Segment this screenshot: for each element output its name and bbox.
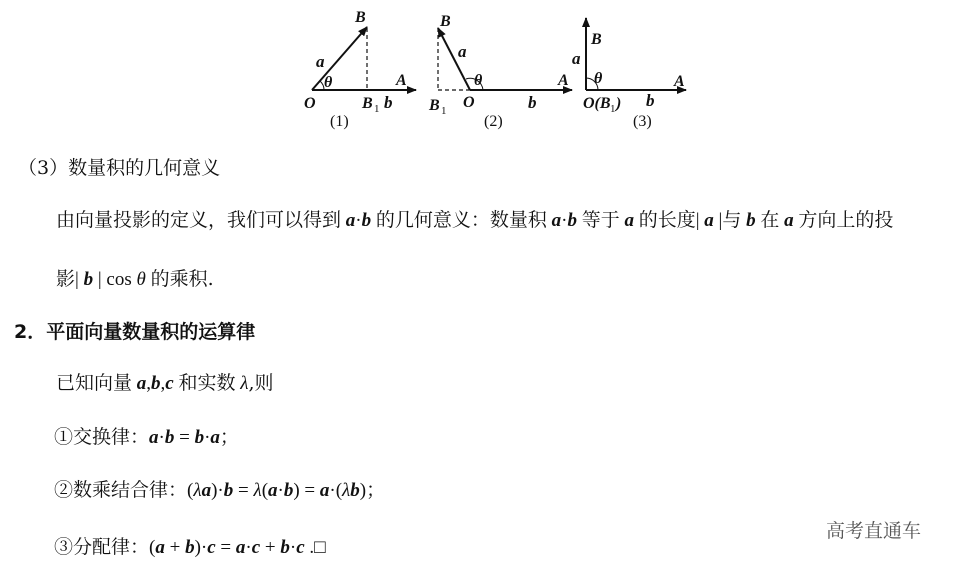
law-commutative: ①交换律：a·b = b·a； bbox=[54, 426, 239, 448]
fig1-a: a bbox=[316, 52, 325, 71]
fig2-B1-sub: 1 bbox=[441, 105, 447, 117]
figure-3 bbox=[572, 18, 686, 130]
fig1-B: B bbox=[355, 9, 366, 26]
fig3-caption: (3) bbox=[633, 113, 652, 130]
section3-heading: （3）数量积的几何意义 bbox=[18, 157, 221, 179]
figure-2 bbox=[428, 13, 572, 130]
fig1-caption: (1) bbox=[330, 113, 349, 130]
fig2-caption: (2) bbox=[484, 113, 503, 130]
section2-heading: 2．平面向量数量积的运算律 bbox=[14, 321, 256, 343]
fig2-a: a bbox=[458, 42, 467, 61]
fig2-B: B bbox=[440, 13, 451, 30]
fig2-B1: B bbox=[429, 97, 440, 114]
fig2-b: b bbox=[528, 93, 537, 112]
fig1-b: b bbox=[384, 93, 393, 112]
vector-figures bbox=[290, 0, 700, 135]
law-distributive: ③分配律：(a + b)·c = a·c + b·c .□ bbox=[54, 536, 326, 558]
geometric-meaning-line2: 影| b | cos θ 的乘积. bbox=[56, 268, 214, 290]
fig3-O: O(B bbox=[583, 95, 611, 112]
watermark-text: 高考直通车 bbox=[826, 520, 922, 542]
laws-intro: 已知向量 a,b,c 和实数 λ,则 bbox=[56, 372, 274, 394]
fig2-theta: θ bbox=[474, 72, 483, 89]
fig1-A: A bbox=[396, 72, 407, 89]
geometric-meaning-line1: 由向量投影的定义，我们可以得到 a·b 的几何意义：数量积 a·b 等于 a 的长度| a |与 b 在 a 方向上的投 bbox=[56, 209, 894, 231]
law-scalar-associative: ②数乘结合律：(λa)·b = λ(a·b) = a·(λb)； bbox=[54, 479, 386, 501]
figures-svg bbox=[290, 0, 700, 135]
fig1-B1: B bbox=[362, 95, 373, 112]
fig2-A: A bbox=[558, 72, 569, 89]
fig1-theta: θ bbox=[324, 74, 333, 91]
fig3-O-sub: 1 bbox=[610, 103, 616, 115]
fig3-A: A bbox=[674, 73, 685, 90]
fig3-a: a bbox=[572, 49, 581, 68]
fig3-theta: θ bbox=[594, 70, 603, 87]
figure-1 bbox=[304, 9, 416, 130]
fig3-O-close: ) bbox=[616, 95, 622, 112]
fig1-O: O bbox=[304, 95, 316, 112]
fig2-O: O bbox=[463, 94, 475, 111]
fig3-B: B bbox=[591, 31, 602, 48]
fig1-B1-sub: 1 bbox=[374, 103, 380, 115]
fig3-b: b bbox=[646, 91, 655, 110]
